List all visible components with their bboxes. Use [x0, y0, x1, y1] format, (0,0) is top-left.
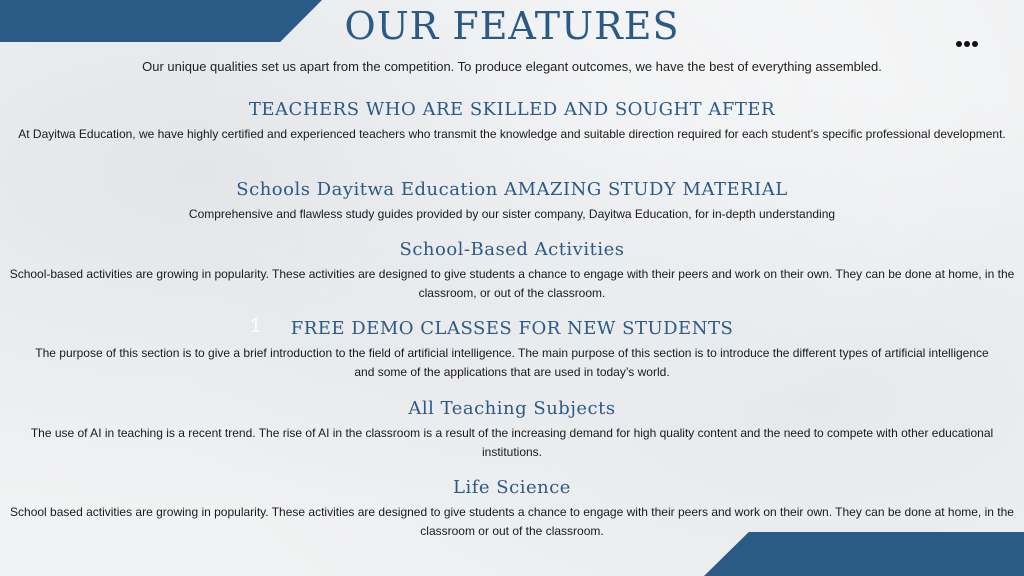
- feature-heading: Schools Dayitwa Education AMAZING STUDY MATERIAL: [236, 179, 788, 200]
- feature-text: School-based activities are growing in popularity. These activities are designed to give students a chance to engage with their peers and work on their own. They can be done at home, in the classroom, or out of the classroom.: [9, 267, 1015, 300]
- feature-text: The use of AI in teaching is a recent trend. The rise of AI in the classroom is a result of the increasing demand for high quality content and the need to compete with other educational institutions.: [30, 426, 994, 459]
- feature-teaching-subjects: [0, 397, 1024, 462]
- feature-text: Comprehensive and flawless study guides provided by our sister company, Dayitwa Education, for in-depth understanding: [188, 207, 836, 221]
- feature-heading: All Teaching Subjects: [408, 398, 616, 419]
- feature-text: School based activities are growing in popularity. These activities are designed to give students a chance to engage with their peers and work on their own. They can be done at home, in the classroom or out of the classroom.: [10, 505, 1014, 538]
- feature-heading: School-Based Activities: [399, 239, 625, 260]
- feature-text: At Dayitwa Education, we have highly certified and experienced teachers who transmit the knowledge and suitable direction required for each student's specific professional development.: [18, 127, 1006, 141]
- page-subtitle: Our unique qualities set us apart from the competition. To produce elegant outcomes, we have the best of everything assembled.: [142, 59, 882, 74]
- feature-free-demo: [0, 317, 1024, 382]
- feature-heading: TEACHERS WHO ARE SKILLED AND SOUGHT AFTER: [248, 99, 776, 120]
- page-title: OUR FEATURES: [344, 4, 680, 48]
- feature-heading: Life Science: [453, 477, 571, 498]
- feature-text: The purpose of this section is to give a brief introduction to the field of artificial intelligence. The main purpose of this section is to introduce the different types of artificial intelligence and some of the applications that are used in today’s world.: [35, 346, 989, 379]
- faint-slide-number: 1: [250, 315, 262, 337]
- feature-life-science: [0, 476, 1024, 541]
- feature-skilled-teachers: [0, 98, 1024, 144]
- feature-study-material: [0, 178, 1024, 224]
- feature-school-activities: [0, 238, 1024, 303]
- feature-heading: FREE DEMO CLASSES FOR NEW STUDENTS: [290, 318, 734, 339]
